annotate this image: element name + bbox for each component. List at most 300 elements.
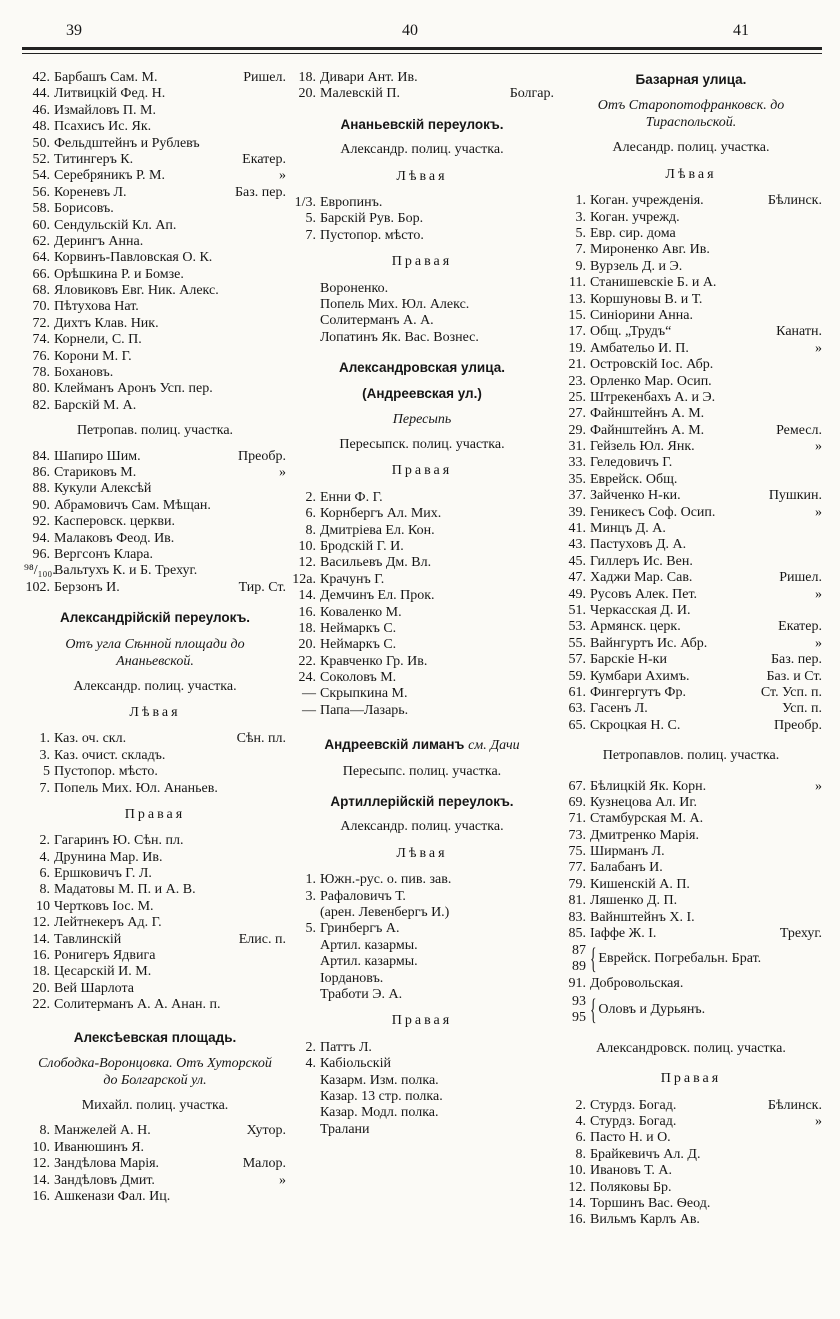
entry-number: 15. (568, 307, 586, 323)
list-entry (560, 603, 822, 619)
entry-name: Вильмъ Карлъ Ав. (590, 1212, 700, 1228)
entry-number: 93 (572, 993, 586, 1009)
entry-name: Брайкевичъ Ал. Д. (590, 1146, 701, 1162)
page-number-left: 39 (66, 22, 82, 39)
entry-number: 58. (32, 201, 50, 217)
entry-name: Вайнгуртъ Ис. Абр. (590, 635, 708, 651)
entry-name: Пустопор. мѣсто. (54, 764, 158, 780)
list-entry (290, 921, 554, 937)
entry-number: 46. (32, 102, 50, 118)
entry-number: 1/3. (294, 195, 316, 210)
list-entry (24, 299, 286, 315)
entry-name: Ашкенази Фал. Иц. (54, 1188, 171, 1204)
side-label-right: Правая (391, 254, 453, 270)
entry-number: 4. (39, 849, 50, 865)
police-district: Александр. полиц. участка. (340, 819, 504, 835)
list-entry (560, 860, 822, 876)
entry-number: 77. (568, 860, 586, 876)
entry-number: 11. (569, 275, 586, 291)
entry-name: Сендульскій Кл. Ап. (54, 217, 177, 233)
list-entry (24, 1173, 286, 1189)
list-entry (560, 1212, 822, 1228)
list-entry (24, 997, 286, 1013)
entry-name: Малаковъ Феод. Ив. (54, 530, 175, 546)
list-entry (560, 390, 822, 406)
entry-street: Болгар. (509, 86, 554, 102)
list-entry (290, 228, 554, 244)
entry-name: Вергсонъ Клара. (54, 546, 153, 562)
section-title: Артиллерійскій переулокъ. (330, 794, 514, 810)
entry-number: 2. (575, 1097, 586, 1113)
list-entry (560, 455, 822, 471)
entry-number: 12. (32, 1156, 50, 1172)
entry-name: Штрекенбахъ А. и Э. (590, 389, 716, 405)
list-entry (290, 605, 554, 621)
list-entry (560, 701, 822, 717)
list-entry (24, 365, 286, 381)
entry-street: » (815, 504, 822, 520)
entry-number: 3. (39, 747, 50, 763)
entry-street: Преобр. (774, 717, 822, 733)
list-entry (560, 652, 822, 668)
entry-number: 74. (32, 332, 50, 348)
entry-number: 3. (575, 209, 586, 225)
entry-number: 84. (32, 448, 50, 464)
entry-name: Неймаркъ С. (320, 637, 397, 653)
list-entry (24, 349, 286, 365)
list-entry (24, 932, 286, 948)
entry-number: 82. (32, 397, 50, 413)
list-entry (24, 481, 286, 497)
side-label-right: Правая (391, 1013, 453, 1029)
entry-number: 60. (32, 217, 50, 233)
entry-name: Демчинъ Ел. Прок. (320, 588, 435, 604)
list-entry: Попель Мих. Юл. Алекс. (320, 296, 470, 312)
entry-number: 20. (298, 86, 316, 102)
entry-continuation: Тработи Э. А. (320, 987, 403, 1002)
entry-number: 54. (32, 168, 50, 184)
list-entry (560, 275, 822, 291)
list-entry (560, 636, 822, 652)
entry-number: 16. (298, 604, 316, 620)
entry-number: 71. (568, 811, 586, 827)
list-entry (560, 1163, 822, 1179)
brace-glyph: { (589, 942, 597, 976)
entry-number: 1. (575, 193, 586, 209)
list-entry (24, 1156, 286, 1172)
entry-name: Вальтухъ К. и Б. Трехуг. (54, 563, 198, 579)
entry-name: Файнштейнъ А. М. (590, 406, 705, 422)
police-district: Петропав. полиц. участка. (76, 423, 234, 439)
entry-continuation: Артил. казармы. (320, 954, 418, 970)
entry-number: 5. (305, 921, 316, 937)
entry-name: Стурдз. Богад. (590, 1114, 677, 1130)
side-label-left: Лѣвая (129, 704, 181, 720)
side-label-right: Правая (660, 1071, 722, 1087)
entry-name: Шапиро Шим. (54, 448, 141, 464)
side-label-right: Правая (391, 463, 453, 479)
list-entry (290, 872, 554, 888)
entry-name: Измайловъ П. М. (54, 102, 156, 118)
entry-number: 41. (568, 521, 586, 537)
entry-number: 94. (32, 530, 50, 546)
list-entry (290, 555, 554, 571)
list-entry (560, 587, 822, 603)
list-entry (290, 490, 554, 506)
entry-name: Оловъ и Дурьянъ. (598, 1001, 706, 1017)
entry-number: 18. (298, 70, 316, 85)
entry-number: 5 (43, 764, 50, 780)
entry-name: Пѣтухова Нат. (54, 299, 139, 315)
police-district: Пересыпск. полиц. участка. (339, 436, 505, 452)
entry-number: 8. (305, 522, 316, 538)
entry-street: Ришел. (779, 570, 822, 586)
entry-street: Малор. (242, 1156, 286, 1172)
entry-number: 76. (32, 348, 50, 364)
entry-number: 75. (568, 844, 586, 860)
list-entry (290, 86, 554, 102)
section-title-alt: (Андреевская ул.) (362, 385, 482, 401)
entry-name: Борисовъ. (54, 201, 114, 217)
entry-number: 51. (568, 602, 586, 618)
entry-name: Фельдштейнъ и Рублевъ (54, 135, 200, 151)
entry-name: Каз. очист. складъ. (54, 747, 166, 763)
entry-number: 95 (572, 1009, 586, 1025)
list-entry (560, 226, 822, 242)
entry-name: Пустопор. мѣсто. (320, 227, 424, 243)
list-entry (290, 506, 554, 522)
entry-name: Кукули Алексѣй (54, 481, 152, 497)
entry-name: Титингеръ К. (54, 151, 134, 167)
entry-street: Ст. Усп. п. (760, 684, 822, 700)
list-entry (290, 1040, 554, 1056)
entry-name: Вей Шарлота (54, 980, 135, 996)
entry-name: Ершковичъ Г. Л. (54, 866, 152, 882)
entry-number: 8. (575, 1146, 586, 1162)
entry-name: Чертковъ Іос. М. (54, 898, 154, 914)
list-entry (290, 211, 554, 227)
entry-number: 42. (32, 70, 50, 85)
entry-street: Екатер. (242, 151, 286, 167)
entry-continuation: Тралани (320, 1121, 370, 1137)
entry-name: Станишевскіе Б. и А. (590, 275, 717, 291)
list-entry (560, 1098, 822, 1114)
entry-number: 86. (32, 465, 50, 480)
entry-name: Паттъ Л. (320, 1039, 372, 1055)
list-entry (24, 267, 286, 283)
list-entry (24, 168, 286, 184)
list-entry (24, 580, 286, 596)
list-entry (560, 1130, 822, 1146)
police-district: Александровск. полиц. участка. (596, 1040, 786, 1056)
entry-number: 3. (305, 888, 316, 904)
list-entry (560, 570, 822, 586)
entry-continuation: Іордановъ. (320, 970, 384, 986)
entry-name: Армянск. церк. (590, 619, 681, 635)
entry-continuation: Казар. Модл. полка. (320, 1105, 439, 1121)
entry-number: 10. (568, 1163, 586, 1179)
entry-number: 96. (32, 546, 50, 562)
entry-name: Гиллеръ Ис. Вен. (590, 553, 693, 569)
entry-name: Гринбергъ А. (320, 921, 400, 937)
column-3 (560, 70, 822, 1229)
entry-name: Касперовск. церкви. (54, 514, 175, 530)
entry-name: Балабанъ И. (590, 860, 663, 876)
entry-number: 1. (39, 731, 50, 747)
entry-street: » (815, 439, 822, 455)
entry-name: Крачунъ Г. (320, 571, 385, 587)
entry-street: Пушкин. (768, 488, 822, 504)
entry-number: 73. (568, 827, 586, 843)
list-entry (560, 1147, 822, 1163)
list-entry (560, 554, 822, 570)
entry-street: Ришел. (243, 70, 286, 85)
list-entry (290, 670, 554, 686)
entry-number: 12. (32, 915, 50, 931)
list-entry (560, 292, 822, 308)
entry-name: Зайченко Н-ки. (590, 488, 681, 504)
police-district: Александр. полиц. участка. (340, 142, 504, 158)
police-district: Петропавлов. полиц. участка. (602, 748, 780, 764)
entry-name: Коган. учрежденія. (590, 193, 704, 209)
list-entry (24, 316, 286, 332)
entry-number: 78. (32, 365, 50, 381)
list-entry (290, 637, 554, 653)
entry-name: Дмитренко Марія. (590, 827, 699, 843)
entry-name: Иванюшинъ Я. (54, 1139, 145, 1155)
braced-entry (560, 942, 822, 976)
list-entry (24, 218, 286, 234)
list-entry (560, 472, 822, 488)
entry-name: Тавлинскій (54, 931, 122, 947)
entry-number: ⁹⁸/₁₀₀. (24, 563, 56, 579)
list-entry (290, 70, 554, 86)
entry-number: 22. (32, 997, 50, 1013)
entry-name: Островскій Іос. Абр. (590, 357, 714, 373)
entry-name: Ивановъ Т. А. (590, 1163, 673, 1179)
entry-number: 90. (32, 497, 50, 513)
entry-name: Васильевъ Дм. Вл. (320, 555, 432, 571)
entry-street: Хутор. (246, 1123, 286, 1139)
entry-name: Русовъ Алек. Пет. (590, 586, 698, 602)
list-entry (290, 588, 554, 604)
entry-name: Стамбурская М. А. (590, 811, 704, 827)
entry-number: 14. (32, 931, 50, 947)
entry-number: 14. (32, 1172, 50, 1188)
list-entry (290, 686, 554, 702)
section-title-text: Андреевскій лиманъ (324, 737, 465, 753)
entry-number: 4. (305, 1056, 316, 1072)
list-entry (560, 811, 822, 827)
entry-name: Еврейск. Погребальн. Брат. (598, 951, 762, 967)
list-entry (24, 915, 286, 931)
see-reference: см. Дачи (468, 738, 520, 754)
entry-street: Тир. Ст. (238, 579, 286, 595)
entry-street: Баз. пер. (771, 652, 822, 668)
entry-name: Амбательо И. П. (590, 340, 689, 356)
entry-number: 20. (32, 980, 50, 996)
entry-number: 43. (568, 537, 586, 553)
list-entry (24, 152, 286, 168)
section-subtitle: Пересыпь (392, 411, 452, 427)
entry-street: Усп. п. (782, 701, 822, 717)
list-entry (24, 201, 286, 217)
entry-number: 18. (32, 964, 50, 980)
list-entry (560, 976, 822, 992)
list-entry (24, 833, 286, 849)
page-number-center: 40 (402, 22, 418, 39)
entry-name: Пастуховъ Д. А. (590, 537, 687, 553)
entry-number: 64. (32, 250, 50, 266)
entry-name: Бродскій Г. И. (320, 538, 404, 554)
side-label-left: Лѣвая (665, 166, 717, 182)
list-entry (24, 731, 286, 747)
entry-number: 88. (32, 481, 50, 497)
entry-name: Ляшенко Д. П. (590, 893, 678, 909)
entry-name: Скроцкая Н. С. (590, 717, 681, 733)
entry-name: Скрыпкина М. (320, 686, 408, 702)
entry-number: 70. (32, 299, 50, 315)
entry-name: Торшинъ Вас. Ѳеод. (590, 1195, 711, 1211)
entry-number: 52. (32, 151, 50, 167)
entry-name: Коваленко М. (320, 604, 402, 620)
entry-number: 31. (568, 439, 586, 455)
entry-name: Файнштейнъ А. М. (590, 422, 705, 438)
entry-name: Мадатовы М. П. и А. В. (54, 882, 196, 898)
list-entry (560, 423, 822, 439)
list-entry (24, 850, 286, 866)
entry-number: 21. (568, 357, 586, 373)
police-district: Алесандр. полиц. участка. (612, 140, 770, 156)
entry-number: 12. (568, 1179, 586, 1195)
list-entry (560, 324, 822, 340)
list-entry (560, 779, 822, 795)
side-label-left: Лѣвая (396, 845, 448, 861)
entry-number: 59. (568, 668, 586, 684)
list-entry (24, 1140, 286, 1156)
entry-street: Ремесл. (776, 422, 822, 438)
entry-number: 61. (568, 684, 586, 700)
entry-name: Гагаринъ Ю. Сѣн. пл. (54, 833, 184, 849)
section-title: Алексѣевская площадь. (73, 1029, 237, 1045)
entry-number: 44. (32, 86, 50, 102)
entry-name: Каз. оч. скл. (54, 731, 127, 747)
entry-name: Мироненко Авг. Ив. (590, 242, 710, 258)
entry-number: 14. (298, 588, 316, 604)
entry-street: Баз. и Ст. (766, 668, 822, 684)
list-entry (560, 242, 822, 258)
list-entry (560, 357, 822, 373)
entry-number: 83. (568, 909, 586, 925)
entry-name: Вайнштейнъ Х. І. (590, 909, 695, 925)
list-entry (290, 195, 554, 211)
entry-number: 23. (568, 373, 586, 389)
entry-number: 68. (32, 283, 50, 299)
section-title: Александрійскій переулокъ. (59, 610, 251, 626)
entry-number: 6. (39, 866, 50, 882)
entry-street: Баз. пер. (235, 184, 286, 200)
list-entry (24, 86, 286, 102)
entry-number: 35. (568, 471, 586, 487)
entry-number: 87 (572, 943, 586, 959)
entry-name: Зандѣлова Марія. (54, 1156, 160, 1172)
list-entry (24, 119, 286, 135)
entry-name: Орѣшкина Р. и Бомзе. (54, 266, 184, 282)
entry-name: Соколовъ М. (320, 670, 397, 686)
entry-name: Зандѣловъ Дмит. (54, 1172, 155, 1188)
entry-continuation: Казарм. Изм. полка. (320, 1072, 439, 1088)
entry-number: 49. (568, 586, 586, 602)
entry-name: Корнели, С. П. (54, 332, 142, 348)
entry-continuation: Казар. 13 стр. полка. (320, 1088, 443, 1104)
entry-number: 55. (568, 635, 586, 651)
entry-name: Попель Мих. Юл. Ананьев. (54, 780, 218, 796)
entry-number: 57. (568, 652, 586, 668)
entry-number: 25. (568, 389, 586, 405)
list-entry (560, 308, 822, 324)
list-entry (24, 250, 286, 266)
list-entry (24, 781, 286, 797)
entry-name: Яловиковъ Евг. Ник. Алекс. (54, 283, 219, 299)
page-number-right: 41 (733, 22, 749, 39)
entry-name: Литвицкій Фед. Н. (54, 86, 166, 102)
list-entry (560, 926, 822, 942)
section-subtitle: Отъ угла Сѣнной площади до Ананьевской. (65, 636, 245, 669)
entry-street: » (815, 635, 822, 651)
entry-name: Корони М. Г. (54, 348, 132, 364)
list-entry (24, 1189, 286, 1205)
list-entry (24, 1123, 286, 1139)
entry-number: 66. (32, 266, 50, 282)
entry-name: Минцъ Д. А. (590, 521, 666, 537)
entry-number: 50. (32, 135, 50, 151)
entry-number: 67. (568, 778, 586, 794)
entry-name: Геледовичъ Г. (590, 455, 673, 471)
list-entry (560, 210, 822, 226)
entry-number: 72. (32, 315, 50, 331)
list-entry (24, 748, 286, 764)
list-entry (290, 654, 554, 670)
entry-name: Вурзель Д. и Э. (590, 258, 683, 274)
entry-name: Кабіольскій (320, 1056, 391, 1072)
entry-name: Цесарскій И. М. (54, 964, 152, 980)
police-district: Александр. полиц. участка. (73, 678, 237, 694)
entry-number: 89 (572, 959, 586, 975)
list-entry (560, 669, 822, 685)
list-entry (290, 889, 554, 905)
entry-street: » (815, 778, 822, 794)
list-entry (560, 1114, 822, 1130)
entry-number: 6. (575, 1130, 586, 1146)
entry-name: Коршуновы В. и Т. (590, 291, 703, 307)
entry-number: 16. (32, 1188, 50, 1204)
entry-number: 65. (568, 717, 586, 733)
list-entry (560, 877, 822, 893)
list-entry (24, 866, 286, 882)
entry-name: Гасенъ Л. (590, 701, 648, 717)
list-entry (24, 332, 286, 348)
entry-number: 24. (298, 670, 316, 686)
entry-number: 2. (305, 489, 316, 505)
column-1 (24, 70, 286, 1205)
entry-number: 17. (568, 324, 586, 340)
entry-name: Кумбари Ахимъ. (590, 668, 690, 684)
list-entry (24, 283, 286, 299)
section-subtitle: Отъ Старопотофранковск. до Тираспольской. (597, 98, 785, 131)
entry-name: Европинъ. (320, 195, 383, 210)
entry-name: Дивари Ант. Ив. (320, 70, 418, 85)
list-entry (24, 563, 286, 579)
